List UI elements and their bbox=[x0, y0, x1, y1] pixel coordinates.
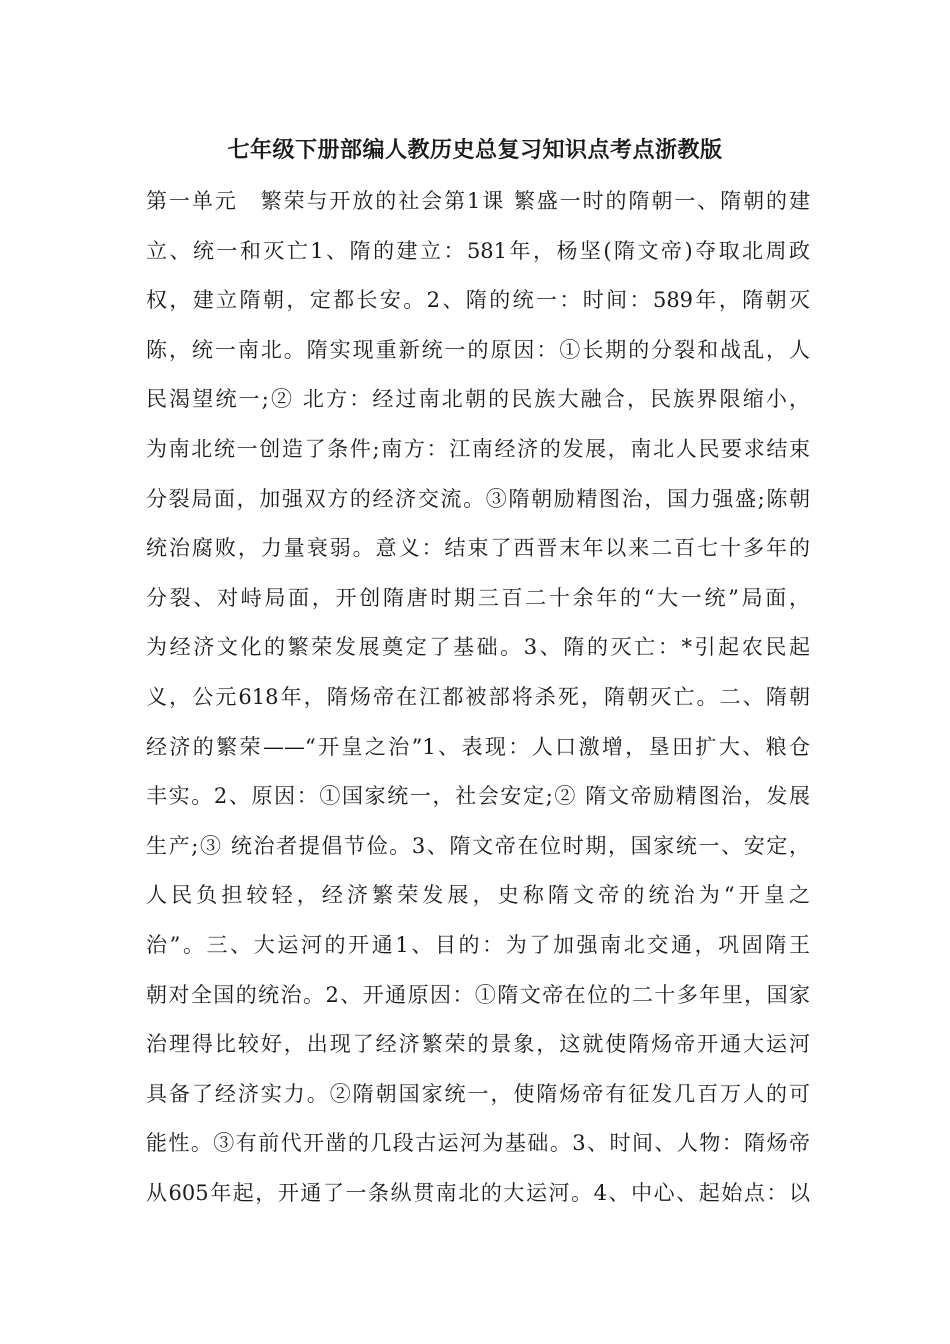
text-line: 为经济文化的繁荣发展奠定了基础。3、隋的灭亡：*引起农民起 bbox=[146, 635, 810, 660]
text-line: 民渴望统一;② 北方：经过南北朝的民族大融合，民族界限缩小， bbox=[146, 387, 810, 412]
text-line: 陈，统一南北。隋实现重新统一的原因：①长期的分裂和战乱，人 bbox=[146, 337, 810, 362]
text-line: 朝对全国的统治。2、开通原因：①隋文帝在位的二十多年里，国家 bbox=[146, 982, 810, 1007]
text-line: 从605年起，开通了一条纵贯南北的大运河。4、中心、起始点：以 bbox=[146, 1180, 810, 1205]
text-line: 能性。③有前代开凿的几段古运河为基础。3、时间、人物：隋炀帝 bbox=[146, 1131, 810, 1156]
text-line: 为南北统一创造了条件;南方：江南经济的发展，南北人民要求结束 bbox=[146, 436, 810, 461]
text-line: 丰实。2、原因：①国家统一，社会安定;② 隋文帝励精图治，发展 bbox=[146, 784, 810, 809]
page-title: 七年级下册部编人教历史总复习知识点考点浙教版 bbox=[227, 138, 723, 163]
text-line: 义，公元618年，隋炀帝在江都被部将杀死，隋朝灭亡。二、隋朝 bbox=[146, 684, 810, 709]
text-line: 生产;③ 统治者提倡节俭。3、隋文帝在位时期，国家统一、安定， bbox=[146, 833, 810, 858]
text-line: 经济的繁荣——“开皇之治”1、表现：人口激增，垦田扩大、粮仓 bbox=[146, 734, 810, 759]
text-line: 权，建立隋朝，定都长安。2、隋的统一：时间：589年，隋朝灭 bbox=[146, 288, 810, 313]
text-line: 统治腐败，力量衰弱。意义：结束了西晋末年以来二百七十多年的 bbox=[146, 536, 810, 561]
text-line: 具备了经济实力。②隋朝国家统一，使隋炀帝有征发几百万人的可 bbox=[146, 1081, 810, 1106]
text-line: 人民负担较轻，经济繁荣发展，史称隋文帝的统治为“开皇之 bbox=[146, 883, 810, 908]
document-body bbox=[146, 181, 810, 1222]
text-line: 立、统一和灭亡1、隋的建立：581年，杨坚(隋文帝)夺取北周政 bbox=[146, 238, 810, 263]
text-line: 治理得比较好，出现了经济繁荣的景象，这就使隋炀帝开通大运河 bbox=[146, 1032, 810, 1057]
text-line: 第一单元 繁荣与开放的社会第1课 繁盛一时的隋朝一、隋朝的建 bbox=[146, 189, 810, 213]
text-line: 治”。三、大运河的开通1、目的：为了加强南北交通，巩固隋王 bbox=[146, 932, 810, 957]
text-line: 分裂局面，加强双方的经济交流。③隋朝励精图治，国力强盛;陈朝 bbox=[146, 486, 810, 511]
text-line: 分裂、对峙局面，开创隋唐时期三百二十余年的“大一统”局面， bbox=[146, 585, 810, 610]
